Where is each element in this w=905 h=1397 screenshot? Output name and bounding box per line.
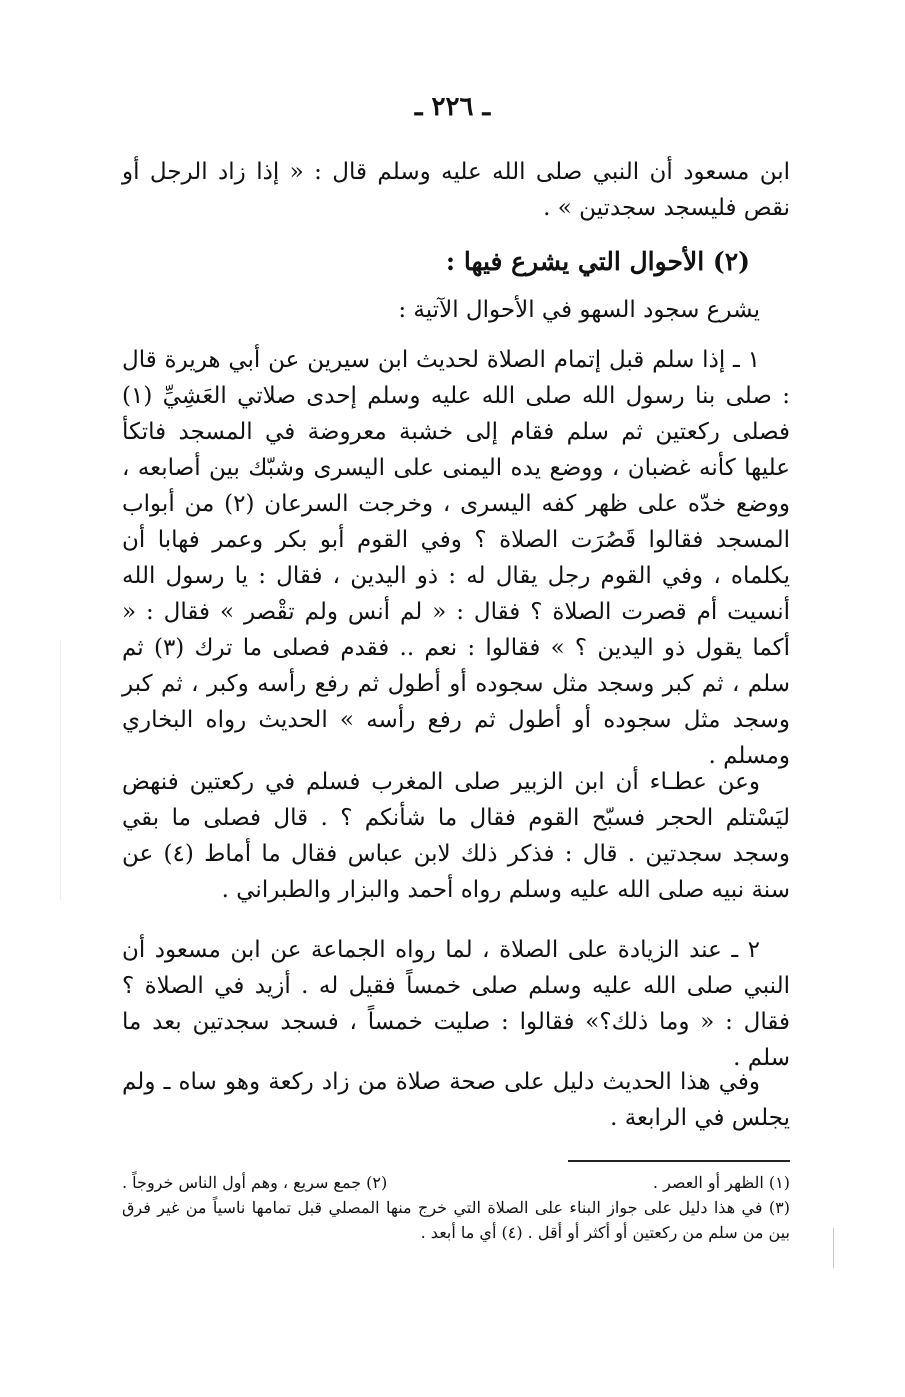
page-number: ـ ٢٢٦ ـ (414, 92, 491, 122)
footnote-1: (١) الظهر أو العصر . (652, 1173, 790, 1192)
paragraph-2 (122, 764, 790, 908)
footnote-divider (568, 1160, 790, 1162)
opening-paragraph (122, 154, 790, 226)
footnote-3: (٣) في هذا دليل على جواز البناء على الصلاة التي خرج منها المصلي قبل تمامها ناسياً من غير فرق بين من سلم من ركعتين أو أكثر أو أقل . (٤) أي ما أبعد . (122, 1198, 790, 1242)
footnote-2: (٢) جمع سريع ، وهم أول الناس خروجاً . (122, 1173, 388, 1192)
paragraph-text: وفي هذا الحديث دليل على صحة صلاة من زاد ركعة وهو ساه ـ ولم يجلس في الرابعة . (122, 1069, 790, 1131)
paragraph-text: ٢ ـ عند الزيادة على الصلاة ، لما رواه الجماعة عن ابن مسعود أن النبي صلى الله عليه وسلم صلى خمساً فقيل له . أزيد في الصلاة ؟ فقال : « وما ذلك؟» فقالوا : صليت خمساً ، فسجد سجدتين بعد ما سلم . (122, 937, 790, 1071)
paragraph-3 (122, 932, 790, 1076)
paragraph-1 (122, 342, 790, 774)
paragraph-text: وعن عطـاء أن ابن الزبير صلى المغرب فسلم في ركعتين فنهض ليَسْتلم الحجر فسبّح القوم فقال ما شأنكم ؟ . قال فصلى ما بقي وسجد سجدتين . قال : فذكر ذلك لابن عباس فقال ما أماط (٤) عن سنة نبيه صلى الله عليه وسلم رواه أحمد والبزار والطبراني . (122, 769, 790, 903)
footnote-row (122, 1170, 790, 1195)
scan-artifact (60, 640, 61, 900)
scan-artifact (833, 1228, 834, 1268)
paragraph-text: ١ ـ إذا سلم قبل إتمام الصلاة لحديث ابن سيرين عن أبي هريرة قال : صلى بنا رسول الله صلى الله عليه وسلم إحدى صلاتي العَشِيِّ (١) فصلى ركعتين ثم سلم فقام إلى خشبة معروضة في المسجد فاتكأ عليها كأنه غضبان ، ووضع يده اليمنى على اليسرى وشبّك بين أصابعه ، ووضع خدّه على ظهر كفه اليسرى ، وخرجت السرعان (٢) من أبواب المسجد فقالوا قَصُرَت الصلاة ؟ وفي القوم أبو بكر وعمر فهابا أن يكلماه ، وفي القوم رجل يقال له : ذو اليدين ، فقال : يا رسول الله أنسيت أم قصرت الصلاة ؟ فقال : « لم أنس ولم تقْصر » فقال : « أكما يقول ذو اليدين ؟ » فقالوا : نعم .. فقدم فصلى ما ترك (٣) ثم سلم ، ثم كبر وسجد مثل سجوده أو أطول ثم رفع رأسه وكبر ، ثم كبر وسجد مثل سجوده أو أطول ثم رفع رأسه » الحديث رواه البخاري ومسلم . (122, 347, 791, 769)
opening-paragraph-text: ابن مسعود أن النبي صلى الله عليه وسلم قال : « إذا زاد الرجل أو نقص فليسجد سجدتين » . (122, 159, 790, 221)
section-intro: يشرع سجود السهو في الأحوال الآتية : (398, 297, 760, 323)
paragraph-4 (122, 1064, 790, 1136)
section-heading: (٢) الأحوال التي يشرع فيها : (445, 247, 750, 276)
footnotes (122, 1170, 790, 1245)
